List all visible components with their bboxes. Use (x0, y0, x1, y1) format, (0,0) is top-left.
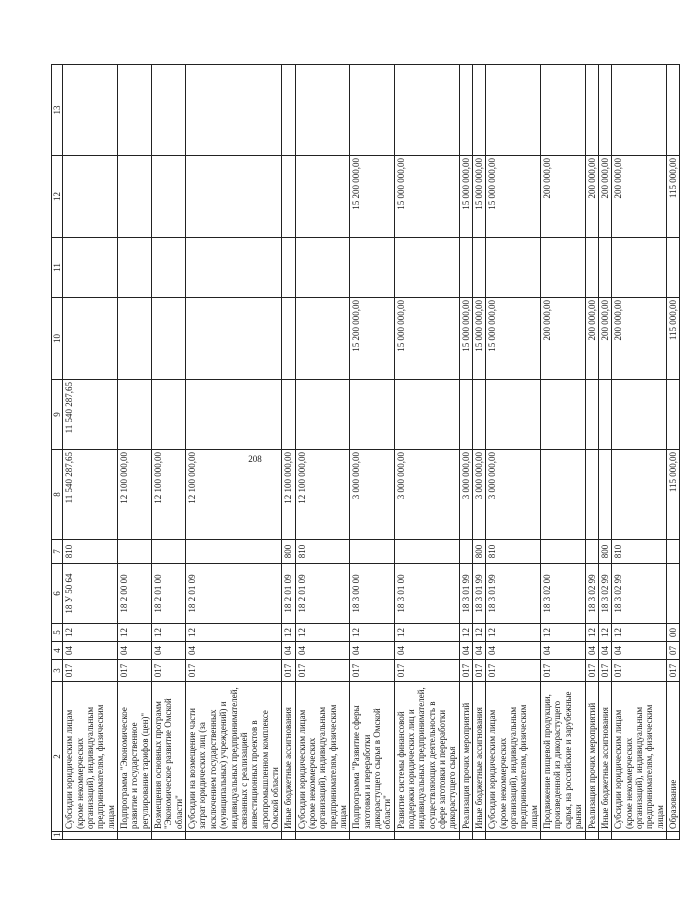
amount-col13-cell (473, 65, 486, 156)
amount-col11-cell (152, 238, 186, 298)
expense-type-cell (186, 540, 282, 564)
table-row (486, 65, 541, 840)
section-cell: 04 (585, 642, 598, 660)
amount-col8-cell (541, 450, 585, 540)
description-cell: Субсидии на возмещение части затрат юридических лиц (за исключением государственных (муниципальных) учреждений) и индивидуальных предпринимателей, связанных с реализацией инвестиционных проектов в агропромышленном комплексе Омской области (186, 682, 282, 832)
expense-type-cell: 810 (63, 540, 118, 564)
amount-col11-cell (350, 238, 394, 298)
description-cell: Подпрограмма "Экономическое развитие и государственное регулирование тарифов (цен)" (118, 682, 152, 832)
amount-col9-cell (350, 380, 394, 450)
subsection-cell: 12 (486, 624, 541, 642)
amount-col12-cell (186, 156, 282, 238)
description-cell: Подпрограмма "Развитие сферы заготовки и переработки дикорастущего сырья в Омской области" (350, 682, 394, 832)
table-row (63, 65, 118, 840)
amount-col9-cell (486, 380, 541, 450)
target-article-cell: 18 2 01 09 (282, 564, 295, 624)
ministry-code-cell: 017 (394, 660, 459, 682)
amount-col13-cell (295, 65, 350, 156)
expense-type-cell (666, 540, 679, 564)
section-cell: 04 (152, 642, 186, 660)
table-row (473, 65, 486, 840)
amount-col13-cell (282, 65, 295, 156)
amount-col11-cell (473, 238, 486, 298)
amount-col8-cell: 12 100 000,00 (118, 450, 152, 540)
amount-col8-cell: 3 000 000,00 (486, 450, 541, 540)
amount-col13-cell (152, 65, 186, 156)
amount-col12-cell: 200 000,00 (541, 156, 585, 238)
amount-col13-cell (612, 65, 667, 156)
expense-type-cell: 810 (486, 540, 541, 564)
row-marker (282, 832, 295, 840)
amount-col9-cell (295, 380, 350, 450)
subsection-cell: 00 (666, 624, 679, 642)
amount-col8-cell: 115 000,00 (666, 450, 679, 540)
section-cell: 04 (295, 642, 350, 660)
row-marker (63, 832, 118, 840)
subsection-cell: 12 (541, 624, 585, 642)
amount-col9-cell: 11 540 287,65 (63, 380, 118, 450)
expense-type-cell: 800 (598, 540, 611, 564)
amount-col12-cell: 15 200 000,00 (350, 156, 394, 238)
ministry-code-cell: 017 (350, 660, 394, 682)
table-row (541, 65, 585, 840)
amount-col12-cell: 15 000 000,00 (394, 156, 459, 238)
subsection-cell: 12 (282, 624, 295, 642)
table-row (186, 65, 282, 840)
description-cell: Возмещения основных программ "Экономическое развитие Омской области" (152, 682, 186, 832)
amount-col13-cell (598, 65, 611, 156)
ministry-code-cell: 017 (585, 660, 598, 682)
budget-table (51, 64, 680, 840)
amount-col11-cell (282, 238, 295, 298)
section-cell: 04 (486, 642, 541, 660)
subsection-cell: 12 (152, 624, 186, 642)
amount-col11-cell (459, 238, 472, 298)
ministry-code-cell: 017 (152, 660, 186, 682)
target-article-cell: 18 У 50 64 (63, 564, 118, 624)
expense-type-cell (118, 540, 152, 564)
subsection-cell: 12 (63, 624, 118, 642)
ministry-code-cell: 017 (295, 660, 350, 682)
target-article-cell: 18 3 01 99 (459, 564, 472, 624)
amount-col12-cell: 15 000 000,00 (459, 156, 472, 238)
table-row (459, 65, 472, 840)
target-article-cell: 18 2 01 00 (152, 564, 186, 624)
target-article-cell: 18 2 00 00 (118, 564, 152, 624)
target-article-cell: 18 3 00 00 (350, 564, 394, 624)
ministry-code-cell: 017 (612, 660, 667, 682)
header-row (52, 65, 63, 840)
section-cell: 04 (118, 642, 152, 660)
row-marker (186, 832, 282, 840)
row-marker (598, 832, 611, 840)
column-header-13: 13 (52, 65, 63, 156)
amount-col9-cell (186, 380, 282, 450)
subsection-cell: 12 (186, 624, 282, 642)
amount-col9-cell (394, 380, 459, 450)
subsection-cell: 12 (295, 624, 350, 642)
amount-col9-cell (282, 380, 295, 450)
amount-col8-cell: 11 540 287,65 (63, 450, 118, 540)
table-row (295, 65, 350, 840)
expense-type-cell (350, 540, 394, 564)
amount-col9-cell (118, 380, 152, 450)
amount-col12-cell (63, 156, 118, 238)
amount-col9-cell (585, 380, 598, 450)
column-header-12: 12 (52, 156, 63, 238)
amount-col11-cell (186, 238, 282, 298)
amount-col10-cell: 200 000,00 (612, 298, 667, 380)
row-marker (473, 832, 486, 840)
description-cell: Образование (666, 682, 679, 832)
subsection-cell: 12 (473, 624, 486, 642)
amount-col11-cell (598, 238, 611, 298)
subsection-cell: 12 (585, 624, 598, 642)
table-body (63, 65, 680, 840)
ministry-code-cell: 017 (282, 660, 295, 682)
row-marker (585, 832, 598, 840)
target-article-cell: 18 3 01 99 (486, 564, 541, 624)
target-article-cell: 18 3 02 99 (585, 564, 598, 624)
description-cell: Субсидии юридическим лицам (кроме некоммерческих организаций), индивидуальным предпринимателям, физическим лицам (63, 682, 118, 832)
table-row (612, 65, 667, 840)
subsection-cell: 12 (350, 624, 394, 642)
amount-col12-cell (282, 156, 295, 238)
amount-col13-cell (63, 65, 118, 156)
ministry-code-cell: 017 (459, 660, 472, 682)
section-cell: 04 (612, 642, 667, 660)
amount-col13-cell (585, 65, 598, 156)
amount-col9-cell (666, 380, 679, 450)
amount-col12-cell (295, 156, 350, 238)
amount-col10-cell: 200 000,00 (541, 298, 585, 380)
row-marker (152, 832, 186, 840)
amount-col12-cell (152, 156, 186, 238)
amount-col10-cell: 15 000 000,00 (473, 298, 486, 380)
amount-col10-cell (282, 298, 295, 380)
amount-col8-cell: 12 100 000,00 (152, 450, 186, 540)
description-cell: Иные бюджетные ассигнования (598, 682, 611, 832)
amount-col13-cell (350, 65, 394, 156)
target-article-cell: 18 3 02 00 (541, 564, 585, 624)
row-marker (350, 832, 394, 840)
row-marker (295, 832, 350, 840)
subsection-cell: 12 (598, 624, 611, 642)
amount-col8-cell (612, 450, 667, 540)
column-header-4: 4 (52, 642, 63, 660)
expense-type-cell: 810 (612, 540, 667, 564)
table-row (152, 65, 186, 840)
expense-type-cell: 810 (295, 540, 350, 564)
amount-col10-cell (63, 298, 118, 380)
amount-col10-cell (186, 298, 282, 380)
target-article-cell (666, 564, 679, 624)
amount-col9-cell (612, 380, 667, 450)
rotated-table-container (51, 65, 678, 840)
expense-type-cell (459, 540, 472, 564)
section-cell: 04 (350, 642, 394, 660)
amount-col13-cell (186, 65, 282, 156)
amount-col12-cell: 15 000 000,00 (486, 156, 541, 238)
section-cell: 04 (186, 642, 282, 660)
target-article-cell: 18 3 02 99 (612, 564, 667, 624)
section-cell: 04 (394, 642, 459, 660)
amount-col8-cell: 12 100 000,00 (186, 450, 282, 540)
ministry-code-cell: 017 (63, 660, 118, 682)
table-row (666, 65, 679, 840)
section-cell: 04 (473, 642, 486, 660)
row-marker (486, 832, 541, 840)
description-cell: Иные бюджетные ассигнования (473, 682, 486, 832)
amount-col12-cell: 115 000,00 (666, 156, 679, 238)
ministry-code-cell: 017 (486, 660, 541, 682)
expense-type-cell (585, 540, 598, 564)
description-cell: Развитие системы финансовой поддержки юридических лиц и индивидуальных предпринимателей, осуществляющих деятельность в сфере заготовки и переработки дикорастущего сырья (394, 682, 459, 832)
description-cell: Субсидии юридическим лицам (кроме некоммерческих организаций), индивидуальным предпринимателям, физическим лицам (612, 682, 667, 832)
amount-col9-cell (152, 380, 186, 450)
amount-col11-cell (295, 238, 350, 298)
amount-col10-cell: 15 000 000,00 (394, 298, 459, 380)
column-header-8: 8 (52, 450, 63, 540)
subsection-cell: 12 (459, 624, 472, 642)
amount-col13-cell (394, 65, 459, 156)
amount-col12-cell (118, 156, 152, 238)
amount-col8-cell: 3 000 000,00 (350, 450, 394, 540)
target-article-cell: 18 3 01 99 (473, 564, 486, 624)
table-row (118, 65, 152, 840)
column-header-1: 1 (52, 832, 63, 840)
amount-col11-cell (585, 238, 598, 298)
amount-col10-cell (295, 298, 350, 380)
amount-col13-cell (666, 65, 679, 156)
table-row (585, 65, 598, 840)
amount-col13-cell (541, 65, 585, 156)
expense-type-cell (394, 540, 459, 564)
amount-col9-cell (541, 380, 585, 450)
amount-col12-cell: 200 000,00 (598, 156, 611, 238)
column-header-10: 10 (52, 298, 63, 380)
page-number: 208 (248, 454, 262, 464)
section-cell: 07 (666, 642, 679, 660)
amount-col10-cell: 200 000,00 (585, 298, 598, 380)
subsection-cell: 12 (612, 624, 667, 642)
amount-col11-cell (486, 238, 541, 298)
column-header-6: 6 (52, 564, 63, 624)
expense-type-cell: 800 (282, 540, 295, 564)
table-row (394, 65, 459, 840)
expense-type-cell: 800 (473, 540, 486, 564)
amount-col13-cell (459, 65, 472, 156)
description-cell: Реализация прочих мероприятий (585, 682, 598, 832)
row-marker (118, 832, 152, 840)
amount-col10-cell: 15 000 000,00 (459, 298, 472, 380)
amount-col10-cell (118, 298, 152, 380)
amount-col10-cell (152, 298, 186, 380)
target-article-cell: 18 3 02 99 (598, 564, 611, 624)
expense-type-cell (152, 540, 186, 564)
row-marker (541, 832, 585, 840)
section-cell: 04 (63, 642, 118, 660)
row-marker (459, 832, 472, 840)
column-header-7: 7 (52, 540, 63, 564)
subsection-cell: 12 (394, 624, 459, 642)
row-marker (666, 832, 679, 840)
section-cell: 04 (541, 642, 585, 660)
amount-col10-cell: 115 000,00 (666, 298, 679, 380)
column-header-11: 11 (52, 238, 63, 298)
target-article-cell: 18 3 01 00 (394, 564, 459, 624)
amount-col9-cell (473, 380, 486, 450)
ministry-code-cell: 017 (473, 660, 486, 682)
amount-col9-cell (459, 380, 472, 450)
description-cell: Субсидии юридическим лицам (кроме некоммерческих организаций), индивидуальным предпринимателям, физическим лицам (486, 682, 541, 832)
ministry-code-cell: 017 (598, 660, 611, 682)
ministry-code-cell: 017 (186, 660, 282, 682)
amount-col8-cell: 3 000 000,00 (394, 450, 459, 540)
section-cell: 04 (598, 642, 611, 660)
amount-col11-cell (612, 238, 667, 298)
amount-col11-cell (63, 238, 118, 298)
amount-col8-cell: 3 000 000,00 (473, 450, 486, 540)
target-article-cell: 18 2 01 09 (295, 564, 350, 624)
amount-col8-cell: 12 100 000,00 (282, 450, 295, 540)
amount-col11-cell (541, 238, 585, 298)
description-cell: Субсидии юридическим лицам (кроме некоммерческих организаций), индивидуальным предпринимателям, физическим лицам (295, 682, 350, 832)
amount-col13-cell (118, 65, 152, 156)
section-cell: 04 (459, 642, 472, 660)
amount-col9-cell (598, 380, 611, 450)
column-header-2: 2 (52, 682, 63, 832)
amount-col10-cell: 15 200 000,00 (350, 298, 394, 380)
amount-col10-cell: 200 000,00 (598, 298, 611, 380)
amount-col11-cell (118, 238, 152, 298)
amount-col8-cell: 12 100 000,00 (295, 450, 350, 540)
amount-col11-cell (394, 238, 459, 298)
column-header-3: 3 (52, 660, 63, 682)
table-row (598, 65, 611, 840)
row-marker (612, 832, 667, 840)
amount-col8-cell (585, 450, 598, 540)
amount-col8-cell (598, 450, 611, 540)
amount-col11-cell (666, 238, 679, 298)
row-marker (394, 832, 459, 840)
amount-col12-cell: 200 000,00 (612, 156, 667, 238)
expense-type-cell (541, 540, 585, 564)
description-cell: Иные бюджетные ассигнования (282, 682, 295, 832)
subsection-cell: 12 (118, 624, 152, 642)
ministry-code-cell: 017 (666, 660, 679, 682)
section-cell: 04 (282, 642, 295, 660)
ministry-code-cell: 017 (118, 660, 152, 682)
table-row (282, 65, 295, 840)
description-cell: Реализация прочих мероприятий (459, 682, 472, 832)
amount-col12-cell: 15 000 000,00 (473, 156, 486, 238)
ministry-code-cell: 017 (541, 660, 585, 682)
amount-col8-cell: 3 000 000,00 (459, 450, 472, 540)
column-header-9: 9 (52, 380, 63, 450)
amount-col12-cell: 200 000,00 (585, 156, 598, 238)
target-article-cell: 18 2 01 09 (186, 564, 282, 624)
column-header-5: 5 (52, 624, 63, 642)
table-row (350, 65, 394, 840)
description-cell: Продвижение пищевой продукции, произведенной из дикорастущего сырья, на российские и зарубежные рынки (541, 682, 585, 832)
amount-col10-cell: 15 000 000,00 (486, 298, 541, 380)
amount-col13-cell (486, 65, 541, 156)
